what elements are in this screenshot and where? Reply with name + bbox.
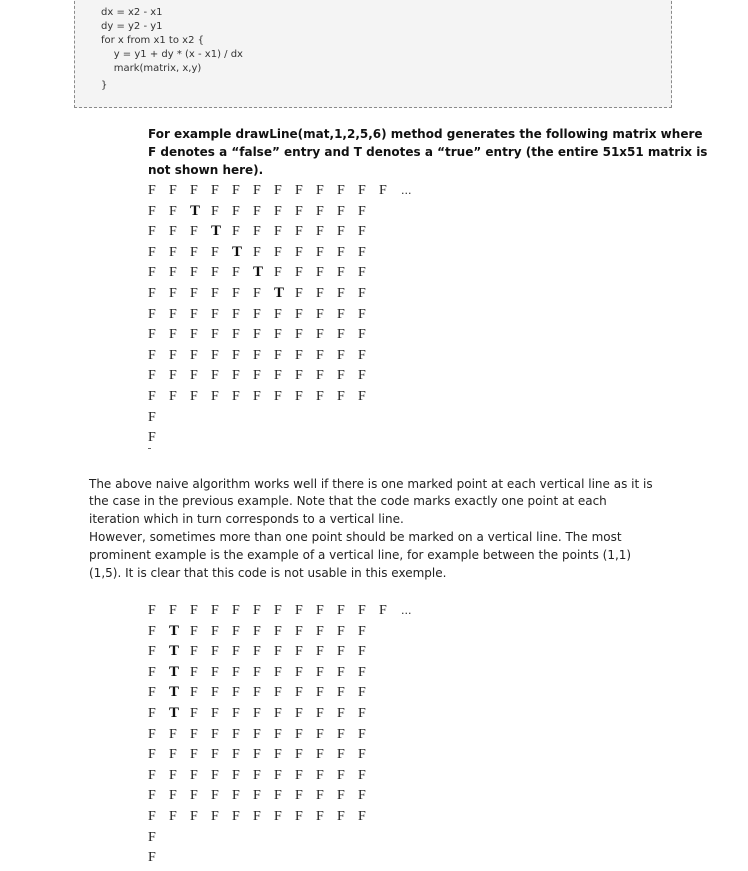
matrix-cell-false: F — [316, 224, 324, 240]
matrix-cell-false: F — [358, 203, 366, 219]
scroll-artifact — [148, 448, 151, 449]
matrix-cell-false: F — [295, 603, 303, 618]
matrix-cell-false: F — [295, 664, 303, 680]
matrix-cell-false: F — [211, 809, 219, 824]
matrix-cell-false: F — [211, 623, 219, 639]
matrix-cell-false: F — [337, 706, 345, 721]
matrix-cell-false: F — [148, 685, 156, 701]
matrix-cell-false: F — [211, 664, 219, 680]
matrix-cell-false: F — [295, 788, 303, 804]
matrix-cell-false: F — [148, 809, 156, 824]
matrix-cell-false: F — [358, 306, 366, 322]
matrix-cell-false: F — [190, 706, 198, 721]
matrix-cell-false: F — [169, 603, 177, 618]
matrix-cell-false: F — [295, 306, 303, 322]
matrix-cell-false: F — [169, 347, 177, 363]
matrix-cell-false: F — [148, 203, 156, 219]
matrix-cell-false: F — [232, 644, 240, 660]
matrix-cell-false: F — [337, 347, 345, 363]
matrix-cell-false: F — [232, 767, 240, 783]
matrix-cell-false: F — [190, 265, 198, 281]
explanation-line: prominent example is the example of a vertical line, for example between the points (1,1) — [89, 548, 632, 562]
matrix-cell-false: F — [337, 685, 345, 701]
matrix-cell-false: F — [169, 224, 177, 240]
matrix-cell-false: F — [295, 685, 303, 701]
matrix-cell-false: F — [253, 368, 261, 384]
matrix-cell-true: T — [274, 285, 285, 301]
matrix-cell-false: F — [295, 623, 303, 639]
matrix-cell-false: F — [190, 347, 198, 363]
matrix-cell-false: F — [316, 368, 324, 384]
matrix-cell-false: F — [169, 327, 177, 343]
matrix-cell-false: F — [358, 183, 366, 198]
matrix-cell-true: T — [169, 643, 180, 660]
matrix-cell-false: F — [274, 347, 282, 363]
matrix-cell-false: F — [358, 347, 366, 363]
matrix-cell-false: F — [358, 286, 366, 301]
matrix-cell-false: F — [169, 265, 177, 281]
matrix-cell-false: F — [211, 203, 219, 219]
matrix-cell-false: F — [358, 747, 366, 763]
matrix-cell-false: F — [253, 224, 261, 240]
matrix-cell-false: F — [337, 286, 345, 301]
matrix-cell-false: F — [274, 706, 282, 721]
matrix-cell-false: F — [190, 224, 198, 240]
code-line: } — [101, 80, 108, 91]
matrix-cell-false: F — [211, 685, 219, 701]
code-line: dx = x2 - x1 — [101, 7, 163, 18]
matrix-cell-false: F — [190, 306, 198, 322]
matrix-cell-false: F — [211, 603, 219, 618]
matrix-cell-false: F — [190, 767, 198, 783]
matrix-cell-false: F — [148, 829, 156, 845]
matrix-cell-false: F — [190, 327, 198, 343]
matrix-cell-false: F — [253, 389, 261, 404]
matrix-cell-false: F — [211, 368, 219, 384]
matrix-cell-false: F — [295, 726, 303, 742]
matrix-cell-false: F — [232, 306, 240, 322]
matrix-cell-false: F — [169, 203, 177, 219]
matrix-cell-false: F — [358, 389, 366, 404]
matrix-cell-false: F — [358, 623, 366, 639]
matrix-cell-false: F — [295, 368, 303, 384]
matrix-cell-false: F — [253, 788, 261, 804]
matrix-cell-false: F — [337, 389, 345, 404]
matrix-cell-false: F — [253, 203, 261, 219]
matrix-cell-false: F — [274, 664, 282, 680]
matrix-cell-false: F — [337, 203, 345, 219]
matrix-cell-false: F — [358, 685, 366, 701]
matrix-cell-false: F — [190, 726, 198, 742]
matrix-cell-false: F — [337, 747, 345, 763]
matrix-cell-false: F — [148, 183, 156, 198]
matrix-cell-false: F — [211, 306, 219, 322]
matrix-cell-true: T — [169, 663, 180, 680]
matrix-cell-false: F — [169, 389, 177, 404]
matrix-cell-false: F — [169, 306, 177, 322]
matrix-cell-false: F — [253, 623, 261, 639]
matrix-cell-false: F — [316, 767, 324, 783]
explanation-line: However, sometimes more than one point should be marked on a vertical line. The most — [89, 530, 622, 544]
matrix-cell-true: T — [253, 264, 264, 281]
matrix-cell-false: F — [358, 664, 366, 680]
matrix-cell-false: F — [232, 685, 240, 701]
explanation-line: The above naive algorithm works well if there is one marked point at each vertical line as it is — [89, 477, 653, 491]
matrix-cell-false: F — [190, 788, 198, 804]
matrix-ellipsis: ... — [401, 604, 412, 617]
explanation-line: (1,5). It is clear that this code is not usable in this exemple. — [89, 566, 447, 580]
matrix-cell-false: F — [148, 389, 156, 404]
matrix-cell-false: F — [295, 747, 303, 763]
matrix-cell-false: F — [316, 726, 324, 742]
matrix-cell-false: F — [274, 685, 282, 701]
matrix-cell-false: F — [232, 623, 240, 639]
matrix-cell-false: F — [148, 623, 156, 639]
matrix-cell-false: F — [316, 603, 324, 618]
intro-line: For example drawLine(mat,1,2,5,6) method generates the following matrix where — [148, 127, 703, 141]
matrix-cell-false: F — [274, 788, 282, 804]
matrix-cell-false: F — [274, 603, 282, 618]
matrix-cell-false: F — [358, 809, 366, 824]
matrix-cell-false: F — [148, 747, 156, 763]
matrix-cell-false: F — [253, 747, 261, 763]
matrix-cell-false: F — [316, 389, 324, 404]
matrix-cell-false: F — [211, 644, 219, 660]
matrix-cell-false: F — [253, 706, 261, 721]
matrix-cell-false: F — [169, 809, 177, 824]
matrix-cell-false: F — [316, 183, 324, 198]
matrix-ellipsis: ... — [401, 184, 412, 197]
matrix-cell-false: F — [316, 623, 324, 639]
matrix-cell-false: F — [358, 788, 366, 804]
matrix-cell-false: F — [358, 767, 366, 783]
matrix-cell-false: F — [295, 224, 303, 240]
matrix-cell-false: F — [232, 809, 240, 824]
matrix-cell-true: T — [169, 684, 180, 701]
matrix-cell-false: F — [148, 327, 156, 343]
matrix-cell-false: F — [148, 644, 156, 660]
matrix-cell-false: F — [232, 747, 240, 763]
matrix-cell-false: F — [253, 183, 261, 198]
matrix-cell-false: F — [211, 347, 219, 363]
matrix-cell-false: F — [316, 706, 324, 721]
matrix-cell-false: F — [337, 306, 345, 322]
matrix-cell-false: F — [190, 664, 198, 680]
matrix-cell-false: F — [316, 244, 324, 260]
matrix-cell-false: F — [316, 809, 324, 824]
matrix-cell-false: F — [190, 809, 198, 824]
matrix-cell-false: F — [253, 644, 261, 660]
matrix-cell-false: F — [148, 706, 156, 721]
matrix-cell-false: F — [190, 244, 198, 260]
matrix-cell-false: F — [295, 767, 303, 783]
matrix-cell-false: F — [169, 183, 177, 198]
matrix-cell-false: F — [232, 265, 240, 281]
matrix-cell-false: F — [190, 623, 198, 639]
matrix-cell-false: F — [337, 603, 345, 618]
code-line: dy = y2 - y1 — [101, 21, 163, 32]
matrix-cell-false: F — [253, 664, 261, 680]
matrix-cell-false: F — [274, 368, 282, 384]
matrix-cell-false: F — [337, 244, 345, 260]
matrix-cell-false: F — [358, 603, 366, 618]
matrix-cell-false: F — [148, 306, 156, 322]
matrix-cell-false: F — [148, 409, 156, 425]
matrix-cell-false: F — [148, 244, 156, 260]
matrix-cell-false: F — [253, 726, 261, 742]
matrix-cell-false: F — [295, 265, 303, 281]
matrix-cell-false: F — [169, 788, 177, 804]
matrix-cell-false: F — [190, 368, 198, 384]
matrix-cell-false: F — [316, 286, 324, 301]
matrix-cell-false: F — [316, 788, 324, 804]
matrix-cell-false: F — [148, 347, 156, 363]
matrix-cell-false: F — [337, 809, 345, 824]
matrix-cell-false: F — [316, 664, 324, 680]
matrix-cell-false: F — [274, 809, 282, 824]
matrix-cell-false: F — [148, 265, 156, 281]
matrix-cell-false: F — [211, 389, 219, 404]
matrix-cell-false: F — [232, 203, 240, 219]
matrix-cell-false: F — [295, 347, 303, 363]
matrix-cell-false: F — [148, 664, 156, 680]
matrix-cell-false: F — [232, 327, 240, 343]
matrix-cell-false: F — [337, 664, 345, 680]
matrix-cell-false: F — [232, 224, 240, 240]
matrix-cell-false: F — [148, 726, 156, 742]
matrix-cell-false: F — [274, 224, 282, 240]
matrix-cell-false: F — [274, 265, 282, 281]
matrix-cell-false: F — [295, 644, 303, 660]
matrix-cell-false: F — [190, 286, 198, 301]
matrix-cell-false: F — [337, 788, 345, 804]
matrix-cell-false: F — [169, 726, 177, 742]
matrix-cell-false: F — [316, 685, 324, 701]
matrix-cell-false: F — [337, 327, 345, 343]
matrix-cell-false: F — [232, 389, 240, 404]
matrix-cell-false: F — [274, 726, 282, 742]
matrix-cell-false: F — [232, 347, 240, 363]
matrix-cell-false: F — [337, 623, 345, 639]
matrix-cell-false: F — [253, 306, 261, 322]
matrix-cell-false: F — [148, 224, 156, 240]
matrix-cell-false: F — [190, 603, 198, 618]
matrix-cell-false: F — [316, 327, 324, 343]
matrix-cell-false: F — [253, 685, 261, 701]
matrix-cell-false: F — [358, 368, 366, 384]
matrix-cell-false: F — [316, 265, 324, 281]
matrix-cell-false: F — [295, 809, 303, 824]
matrix-cell-false: F — [274, 747, 282, 763]
matrix-cell-false: F — [253, 767, 261, 783]
matrix-cell-false: F — [274, 203, 282, 219]
matrix-cell-false: F — [337, 644, 345, 660]
matrix-cell-false: F — [253, 286, 261, 301]
matrix-cell-false: F — [148, 788, 156, 804]
matrix-cell-false: F — [316, 306, 324, 322]
matrix-cell-false: F — [295, 244, 303, 260]
matrix-cell-false: F — [148, 767, 156, 783]
matrix-cell-false: F — [232, 368, 240, 384]
matrix-cell-false: F — [337, 265, 345, 281]
matrix-cell-false: F — [148, 603, 156, 618]
matrix-cell-false: F — [274, 644, 282, 660]
matrix-cell-false: F — [358, 224, 366, 240]
matrix-cell-true: T — [190, 202, 201, 219]
matrix-cell-false: F — [232, 286, 240, 301]
matrix-cell-false: F — [211, 183, 219, 198]
matrix-cell-false: F — [190, 644, 198, 660]
matrix-cell-false: F — [190, 183, 198, 198]
matrix-cell-false: F — [253, 327, 261, 343]
matrix-cell-false: F — [295, 327, 303, 343]
matrix-cell-false: F — [295, 389, 303, 404]
matrix-cell-false: F — [358, 244, 366, 260]
matrix-cell-false: F — [148, 430, 156, 446]
matrix-cell-false: F — [316, 347, 324, 363]
matrix-cell-false: F — [358, 706, 366, 721]
matrix-cell-false: F — [232, 726, 240, 742]
intro-line: F denotes a “false” entry and T denotes a “true” entry (the entire 51x51 matrix is — [148, 145, 708, 159]
matrix-cell-false: F — [274, 767, 282, 783]
matrix-cell-true: T — [169, 622, 180, 639]
matrix-cell-false: F — [316, 747, 324, 763]
matrix-cell-false: F — [295, 203, 303, 219]
code-line: for x from x1 to x2 { — [101, 35, 204, 46]
matrix-cell-false: F — [190, 747, 198, 763]
explanation-line: iteration which in turn corresponds to a vertical line. — [89, 512, 404, 526]
matrix-cell-false: F — [169, 244, 177, 260]
matrix-cell-true: T — [169, 705, 180, 721]
matrix-cell-false: F — [358, 644, 366, 660]
matrix-cell-false: F — [253, 347, 261, 363]
matrix-cell-true: T — [232, 243, 243, 260]
matrix-cell-false: F — [358, 726, 366, 742]
matrix-cell-false: F — [148, 286, 156, 301]
explanation-line: the case in the previous example. Note that the code marks exactly one point at each — [89, 494, 607, 508]
matrix-cell-false: F — [169, 767, 177, 783]
matrix-cell-false: F — [211, 244, 219, 260]
matrix-cell-false: F — [274, 327, 282, 343]
matrix-cell-false: F — [295, 183, 303, 198]
matrix-cell-false: F — [274, 183, 282, 198]
matrix-cell-false: F — [274, 244, 282, 260]
matrix-cell-false: F — [211, 265, 219, 281]
matrix-cell-false: F — [253, 809, 261, 824]
matrix-cell-false: F — [337, 368, 345, 384]
matrix-cell-false: F — [379, 603, 387, 618]
code-block — [74, 0, 672, 108]
intro-line: not shown here). — [148, 163, 264, 177]
matrix-cell-false: F — [211, 767, 219, 783]
matrix-cell-false: F — [274, 623, 282, 639]
matrix-cell-false: F — [211, 286, 219, 301]
code-line: mark(matrix, x,y) — [101, 63, 202, 74]
matrix-cell-false: F — [169, 368, 177, 384]
matrix-cell-false: F — [211, 327, 219, 343]
matrix-cell-false: F — [316, 644, 324, 660]
matrix-cell-false: F — [358, 265, 366, 281]
matrix-cell-false: F — [232, 788, 240, 804]
matrix-cell-false: F — [211, 788, 219, 804]
matrix-cell-false: F — [337, 726, 345, 742]
matrix-cell-false: F — [358, 327, 366, 343]
matrix-cell-false: F — [253, 603, 261, 618]
matrix-cell-false: F — [169, 286, 177, 301]
matrix-cell-false: F — [337, 183, 345, 198]
matrix-cell-false: F — [211, 706, 219, 721]
matrix-cell-false: F — [232, 664, 240, 680]
matrix-cell-false: F — [379, 183, 387, 198]
matrix-cell-false: F — [148, 368, 156, 384]
matrix-cell-false: F — [253, 244, 261, 260]
matrix-cell-false: F — [190, 389, 198, 404]
matrix-cell-false: F — [274, 306, 282, 322]
matrix-cell-false: F — [295, 706, 303, 721]
matrix-cell-false: F — [169, 747, 177, 763]
matrix-cell-false: F — [316, 203, 324, 219]
matrix-cell-false: F — [274, 389, 282, 404]
matrix-cell-false: F — [337, 767, 345, 783]
matrix-cell-false: F — [232, 706, 240, 721]
matrix-cell-false: F — [232, 603, 240, 618]
matrix-cell-false: F — [211, 747, 219, 763]
matrix-cell-false: F — [148, 850, 156, 866]
matrix-cell-false: F — [232, 183, 240, 198]
matrix-cell-false: F — [190, 685, 198, 701]
matrix-cell-false: F — [337, 224, 345, 240]
matrix-cell-true: T — [211, 223, 222, 240]
matrix-cell-false: F — [211, 726, 219, 742]
code-line: y = y1 + dy * (x - x1) / dx — [101, 49, 243, 60]
matrix-cell-false: F — [295, 286, 303, 301]
